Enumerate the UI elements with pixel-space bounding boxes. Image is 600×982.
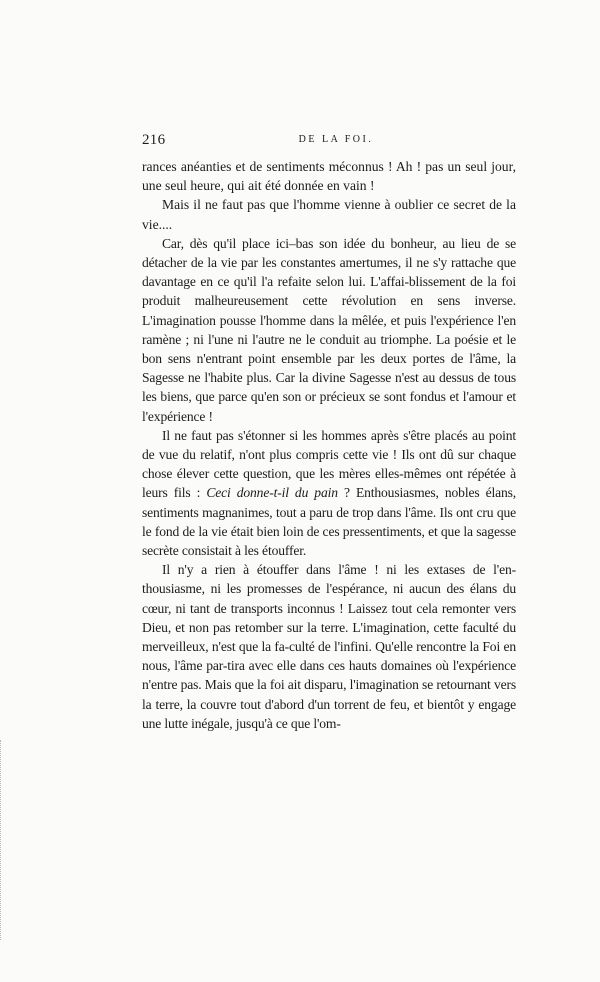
paragraph-continued: rances anéanties et de sentiments méconnus ! Ah ! pas un seul jour, une seul heure, qui ait été donnée en vain ! [142, 159, 516, 194]
paragraph [142, 426, 516, 560]
paragraph-text: Il ne faut pas s'étonner si les hommes après s'être placés au point de vue du relatif, n'ont plus compris cette vie ! Ils ont dû sur chaque chose élever cette question, que les mères elles-mêmes ont répétée à leurs fils : [142, 427, 516, 501]
running-title: DE LA FOI. [298, 134, 374, 145]
page-number: 216 [142, 132, 166, 148]
body-text [142, 157, 516, 733]
italic-quote: Ceci donne-t-il du pain [206, 485, 338, 501]
paragraph: Car, dès qu'il place ici–bas son idée du bonheur, au lieu de se détacher de la vie par les constantes amertumes, il ne s'y rattache que davantage en ce qu'il l'a refaite selon lui. L'affai-blissement de la foi produit malheureusement cette révolution en sens inverse. L'imagination pousse l'homme dans la mêlée, et puis l'expérience l'en ramène ; ni l'une ni l'autre ne le conduit au triomphe. La poésie et le bon sens n'entrant point ensemble par les deux portes de l'âme, la Sagesse ne l'habite plus. Car la divine Sagesse n'est au dessus de tous les biens, que parce qu'en son or précieux se sont fondus et l'amour et l'expérience ! [142, 235, 516, 424]
page-header [142, 132, 516, 152]
paragraph-text: ? Enthousiasmes, nobles élans, sentiments magnanimes, tout a paru de trop dans l'âme. Ils ont cru que le fond de la vie était bien loin de ces pressentiments, et que la sagesse secrète consistait à les étouffer. [142, 485, 516, 559]
paragraph: Mais il ne faut pas que l'homme vienne à oublier ce secret de la vie.... [142, 197, 516, 232]
scan-edge-marks [0, 740, 4, 940]
paragraph: Il n'y a rien à étouffer dans l'âme ! ni les extases de l'en-thousiasme, ni les promesses de l'espérance, ni aucun des élans du cœur, ni tant de transports inconnus ! Laissez tout cela remonter vers Dieu, et non pas retomber sur la terre. L'imagination, cette faculté du merveilleux, n'est que la fa-culté de l'infini. Qu'elle rencontre la Foi en nous, l'âme par-tira avec elle dans ces hauts domaines où l'expérience n'entre pas. Mais que la foi ait disparu, l'imagination se retournant vers la terre, la couvre tout d'abord d'un torrent de feu, et bientôt y engage une lutte inégale, jusqu'à ce que l'om- [142, 562, 516, 731]
